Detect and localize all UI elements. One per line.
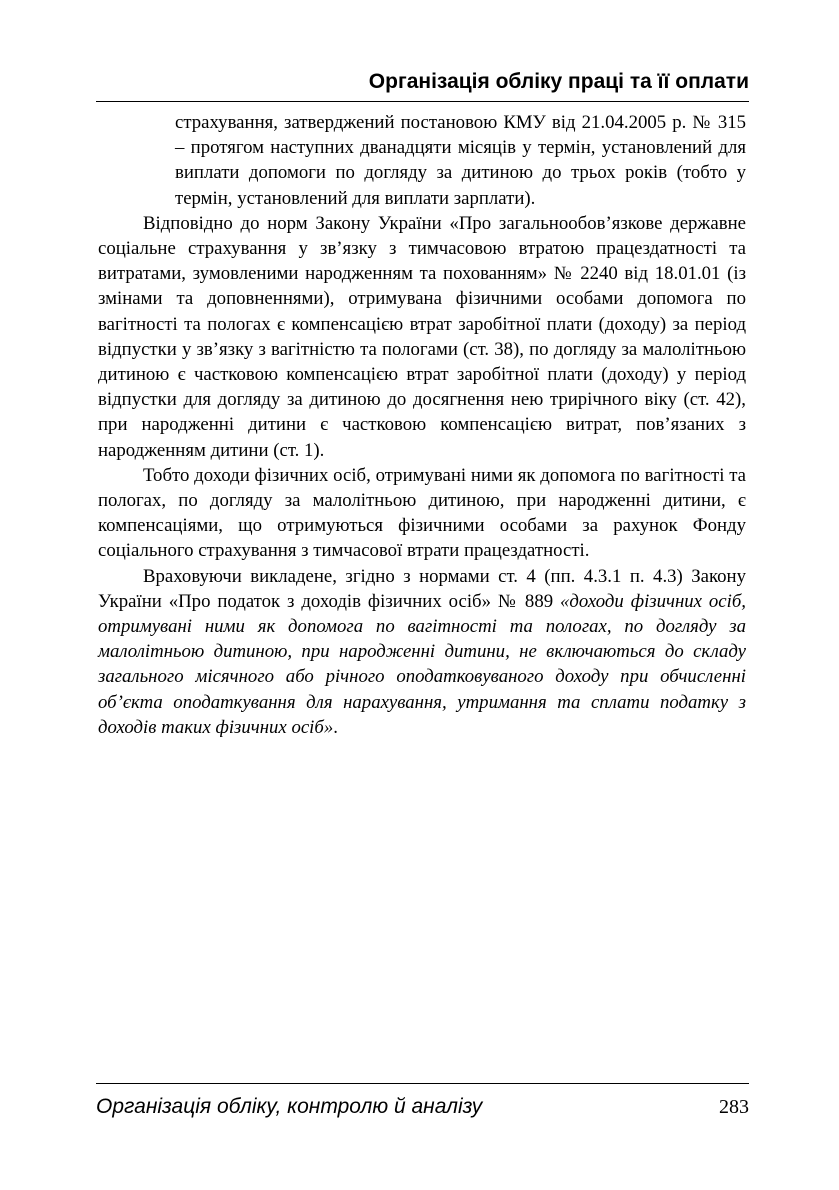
page-number: 283 bbox=[719, 1096, 749, 1118]
running-header-title: Організація обліку праці та її оплати bbox=[368, 70, 749, 93]
paragraph-income-compensation: Тобто доходи фізичних осіб, отримувані ними як допомога по вагітності та пологах, по догляду за малолітньою дитиною, при народженні дитини, є компенсаціями, що отримуються фізичними особами за рахунок Фонду соціального страхування з тимчасової втрати працездатності. bbox=[98, 464, 746, 562]
paragraph-law-reference: Відповідно до норм Закону України «Про загальнообов’язкове державне соціальне страхування у зв’язку з тимчасовою втратою працездатності та витратами, зумовленими народженням та похованням» № 2240 від 18.01.01 (із змінами та доповненнями), отримувана фізичними особами допомога по вагітності та пологах є компенсацією втрат заробітної плати (доходу) за період відпустки у зв’язку з вагітністю та пологами (ст. 38), по догляду за малолітньою дитиною є частковою компенсацією втрат заробітної плати (доходу) у період відпустки для догляду за дитиною до досягнення нею трирічного віку (ст. 42), при народженні дитини є частковою компенсацією витрат, пов’язаних з народженням дитини (ст. 1). bbox=[98, 212, 746, 461]
law-quote: «доходи фізичних осіб, отримувані ними як допомога по вагітності та пологах, по догляду за малолітньою дитиною, при народженні дитини, не включаються до складу загального місячного або річного оподатковуваного доходу при обчисленні об’єкта оподаткування для нарахування, утримання та сплати податку з доходів таких фізичних осіб» bbox=[98, 590, 746, 738]
page-body bbox=[98, 110, 746, 740]
paragraph-tax-exemption-intro: Враховуючи викладене, згідно з нормами ст. 4 (пп. 4.3.1 п. 4.3) Закону України «Про податок з доходів фізичних осіб» № 889 bbox=[98, 565, 746, 612]
header-divider bbox=[96, 101, 749, 102]
footer-divider bbox=[96, 1083, 749, 1084]
list-item-continuation: страхування, затверджений постановою КМУ від 21.04.2005 р. № 315 – протягом наступних дванадцяти місяців у термін, установлений для виплати допомоги по догляду за дитиною до трьох років (тобто у термін, установлений для виплати зарплати). bbox=[175, 112, 746, 209]
paragraph-tax-exemption bbox=[98, 564, 746, 740]
paragraph-tax-exemption-end: . bbox=[333, 716, 338, 738]
running-footer-title: Організація обліку, контролю й аналізу bbox=[96, 1095, 483, 1118]
